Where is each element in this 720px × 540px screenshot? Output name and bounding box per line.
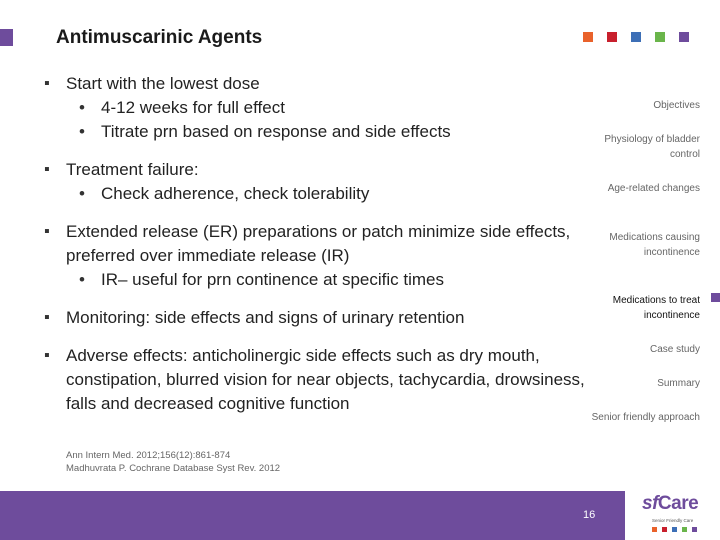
references	[66, 449, 280, 475]
nav-case-study[interactable]: Case study	[649, 344, 700, 355]
nav-objectives[interactable]: Objectives	[653, 100, 700, 111]
red-dot	[607, 32, 617, 42]
sfcare-logo	[640, 491, 720, 540]
logo-tagline: Senior Friendly Care	[652, 518, 694, 523]
sub-bullet-ir: • IR– useful for prn continence at specific times	[44, 268, 604, 292]
nav-senior-friendly[interactable]: Senior friendly approach	[591, 412, 700, 423]
logo-blue-dot	[672, 527, 677, 532]
logo-red-dot	[662, 527, 667, 532]
bullet-monitoring: ▪ Monitoring: side effects and signs of urinary retention	[44, 306, 604, 330]
nav-physiology[interactable]: Physiology of bladder control	[604, 134, 700, 160]
bullet-adverse-effects: ▪ Adverse effects: anticholinergic side effects such as dry mouth, constipation, blurred vision for near objects, tachycardia, drowsiness, falls and decreased cognitive function	[44, 344, 604, 416]
logo-green-dot	[682, 527, 687, 532]
nav-summary[interactable]: Summary	[657, 378, 700, 389]
reference-1: Ann Intern Med. 2012;156(12):861-874	[66, 450, 231, 461]
active-section-marker	[711, 293, 720, 302]
logo-wordmark: sfCare	[642, 493, 699, 514]
logo-color-dots	[652, 527, 697, 532]
bullet-lowest-dose: ▪ Start with the lowest dose	[44, 72, 604, 96]
logo-purple-dot	[692, 527, 697, 532]
orange-dot	[583, 32, 593, 42]
nav-age-related[interactable]: Age-related changes	[607, 183, 700, 194]
purple-dot	[679, 32, 689, 42]
bullet-extended-release: ▪ Extended release (ER) preparations or patch minimize side effects, preferred over immediate release (IR)	[44, 220, 604, 268]
corner-accent-square	[0, 29, 13, 46]
slide-title: Antimuscarinic Agents	[56, 27, 263, 48]
decorative-color-dots	[583, 32, 689, 42]
page-number: 16	[583, 509, 596, 521]
sub-bullet-adherence: • Check adherence, check tolerability	[44, 182, 604, 206]
bullet-treatment-failure: ▪ Treatment failure:	[44, 158, 604, 182]
nav-medications-causing[interactable]: Medications causing incontinence	[609, 232, 700, 258]
reference-2: Madhuvrata P. Cochrane Database Syst Rev. 2012	[66, 463, 281, 474]
sub-bullet-titrate: • Titrate prn based on response and side effects	[44, 120, 604, 144]
logo-orange-dot	[652, 527, 657, 532]
blue-dot	[631, 32, 641, 42]
footer-bar	[0, 491, 625, 540]
sub-bullet-weeks: • 4-12 weeks for full effect	[44, 96, 604, 120]
nav-medications-treat[interactable]: Medications to treat incontinence	[612, 295, 700, 321]
green-dot	[655, 32, 665, 42]
bullet-list	[44, 72, 604, 416]
